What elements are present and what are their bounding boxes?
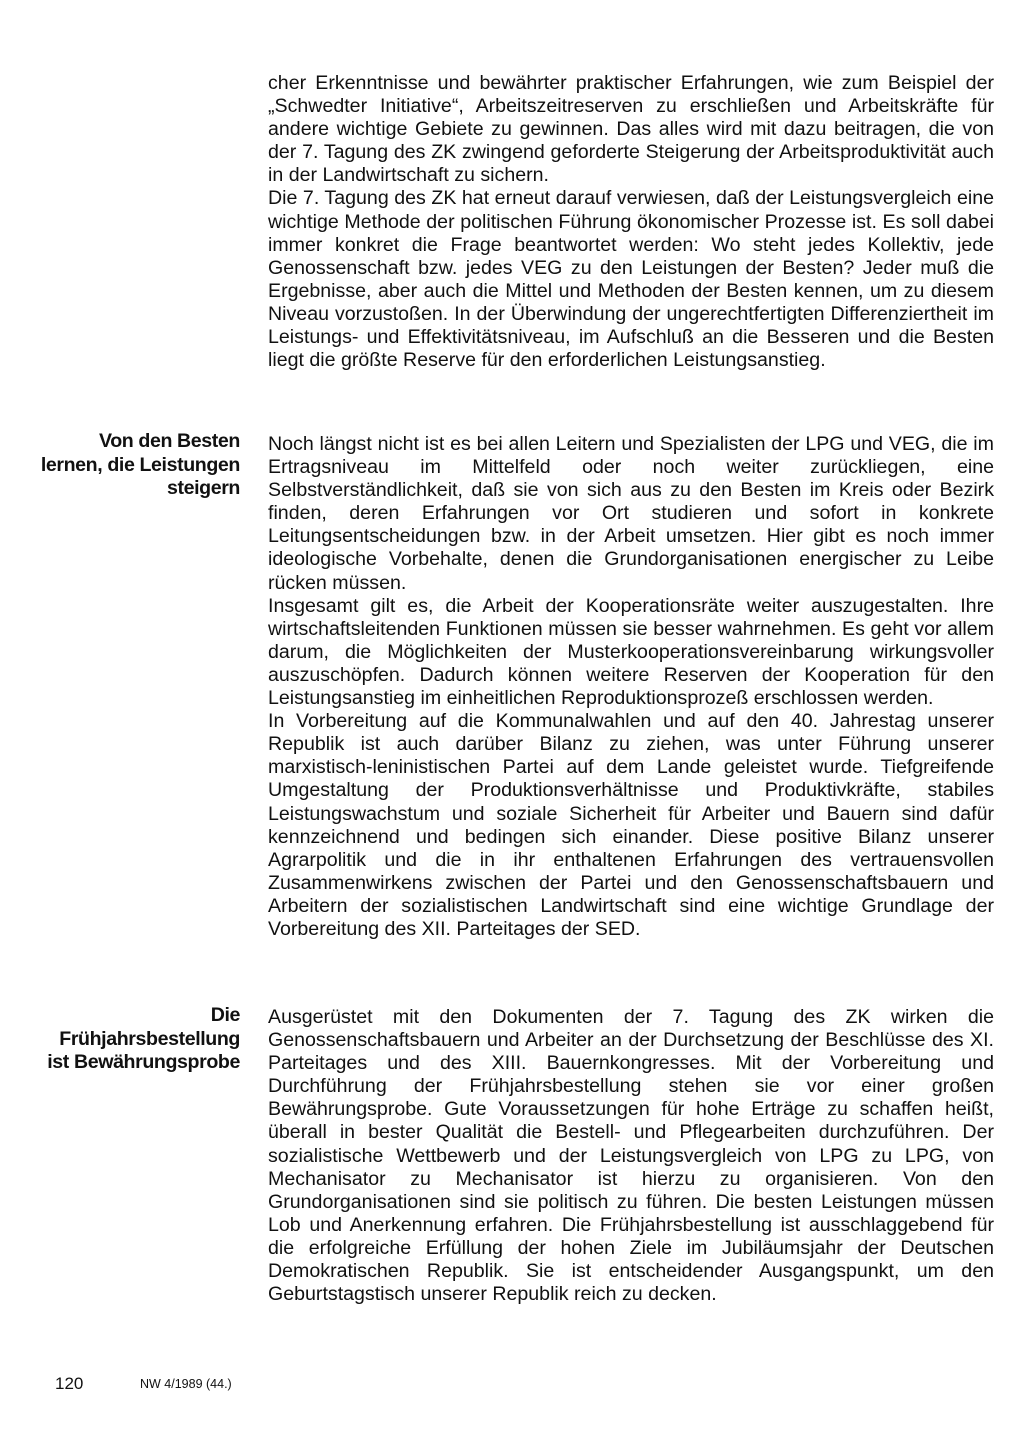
paragraph: Die 7. Tagung des ZK hat erneut darauf verwiesen, daß der Leistungsvergleich eine wichtige Methode der politischen Führung ökonomischer Prozesse ist. Es soll dabei immer konkret die Frage beantwortet werden: Wo steht jedes Kollektiv, jede Genossenschaft bzw. jedes VEG zu den Leistungen der Besten? Jeder muß die Ergebnisse, aber auch die Mittel und Methoden der Besten kennen, um zu diesem Niveau vorzustoßen. In der Überwindung der ungerechtfertigten Differenziertheit im Leistungs- und Effektivitätsniveau, im Aufschluß an die Besseren und die Besten liegt die größte Reserve für den erforderlichen Leistungsanstieg. <box>268 187 994 372</box>
paragraph: In Vorbereitung auf die Kommunalwahlen und auf den 40. Jahrestag unserer Republik ist auch darüber Bilanz zu ziehen, was unter Führung unserer marxistisch-leninistischen Partei auf dem Lande geleistet wurde. Tiefgreifende Umgestaltung der Produktionsverhältnisse und Produktivkräfte, stabiles Leistungswachstum und soziale Sicherheit für Arbeiter und Bauern sind dafür kennzeichnend und bedingen sich einander. Diese positive Bilanz unserer Agrarpolitik und die in ihr enthaltenen Erfahrungen des vertrauensvollen Zusammenwirkens zwischen der Partei und den Genossenschaftsbauern und Arbeitern der sozialistischen Landwirtschaft sind eine wichtige Grundlage der Vorbereitung des XII. Parteitages der SED. <box>268 710 994 940</box>
body-column-section-1 <box>268 72 994 372</box>
paragraph: Insgesamt gilt es, die Arbeit der Kooperationsräte weiter auszugestalten. Ihre wirtschaftsleitenden Funktionen müssen sie besser wahrnehmen. Es geht vor allem darum, die Möglichkeiten der Musterkooperationsvereinbarung wirkungsvoller auszuschöpfen. Dadurch können weitere Reserven der Kooperation für den Leistungsanstieg im einheitlichen Reproduktionsprozeß erschlossen werden. <box>268 594 994 710</box>
paragraph: Noch längst nicht ist es bei allen Leitern und Spezialisten der LPG und VEG, die im Ertragsniveau im Mittelfeld oder noch weiter zurückliegen, eine Selbstverständlichkeit, daß sie von sich aus zu den Besten im Kreis oder Bezirk finden, deren Erfahrungen vor Ort studieren und sofort in konkrete Leitungsentscheidungen bzw. in der Arbeit umsetzen. Hier gibt es noch immer ideologische Vorbehalte, denen die Grundorganisationen energischer zu Leibe rücken müssen. <box>268 433 994 594</box>
side-heading-spring-sowing: Die Frühjahrsbestellung ist Bewährungsprobe <box>47 1004 240 1073</box>
side-heading-best-practices: Von den Besten lernen, die Leistungen steigern <box>40 430 240 499</box>
page-number: 120 <box>55 1374 84 1393</box>
issue-reference: NW 4/1989 (44.) <box>140 1377 232 1391</box>
body-column-section-3 <box>268 1006 994 1306</box>
paragraph: cher Erkenntnisse und bewährter praktischer Erfahrungen, wie zum Beispiel der „Schwedter Initiative“, Arbeitszeitreserven zu erschließen und Arbeitskräfte für andere wichtige Gebiete zu gewinnen. Das alles wird mit dazu beitragen, die von der 7. Tagung des ZK zwingend geforderte Steigerung der Arbeitsproduktivität auch in der Landwirtschaft zu sichern. <box>268 72 994 187</box>
body-column-section-2 <box>268 433 994 941</box>
paragraph: Ausgerüstet mit den Dokumenten der 7. Tagung des ZK wirken die Genossenschaftsbauern und Arbeiter an der Durchsetzung der Beschlüsse des XI. Parteitages und des XIII. Bauernkongresses. Mit der Vorbereitung und Durchführung der Frühjahrsbestellung stehen sie vor einer großen Bewährungsprobe. Gute Voraussetzungen für hohe Erträge zu schaffen heißt, überall in bester Qualität die Bestell- und Pflegearbeiten durchzuführen. Der sozialistische Wettbewerb und der Leistungsvergleich von LPG zu LPG, von Mechanisator zu Mechanisator ist hierzu zu organisieren. Von den Grundorganisationen sind sie politisch zu führen. Die besten Leistungen müssen Lob und Anerkennung erfahren. Die Frühjahrsbestellung ist ausschlaggebend für die erfolgreiche Erfüllung der hohen Ziele im Jubiläumsjahr der Deutschen Demokratischen Republik. Sie ist entscheidender Ausgangspunkt, um den Geburtstagstisch unserer Republik reich zu decken. <box>268 1006 994 1306</box>
